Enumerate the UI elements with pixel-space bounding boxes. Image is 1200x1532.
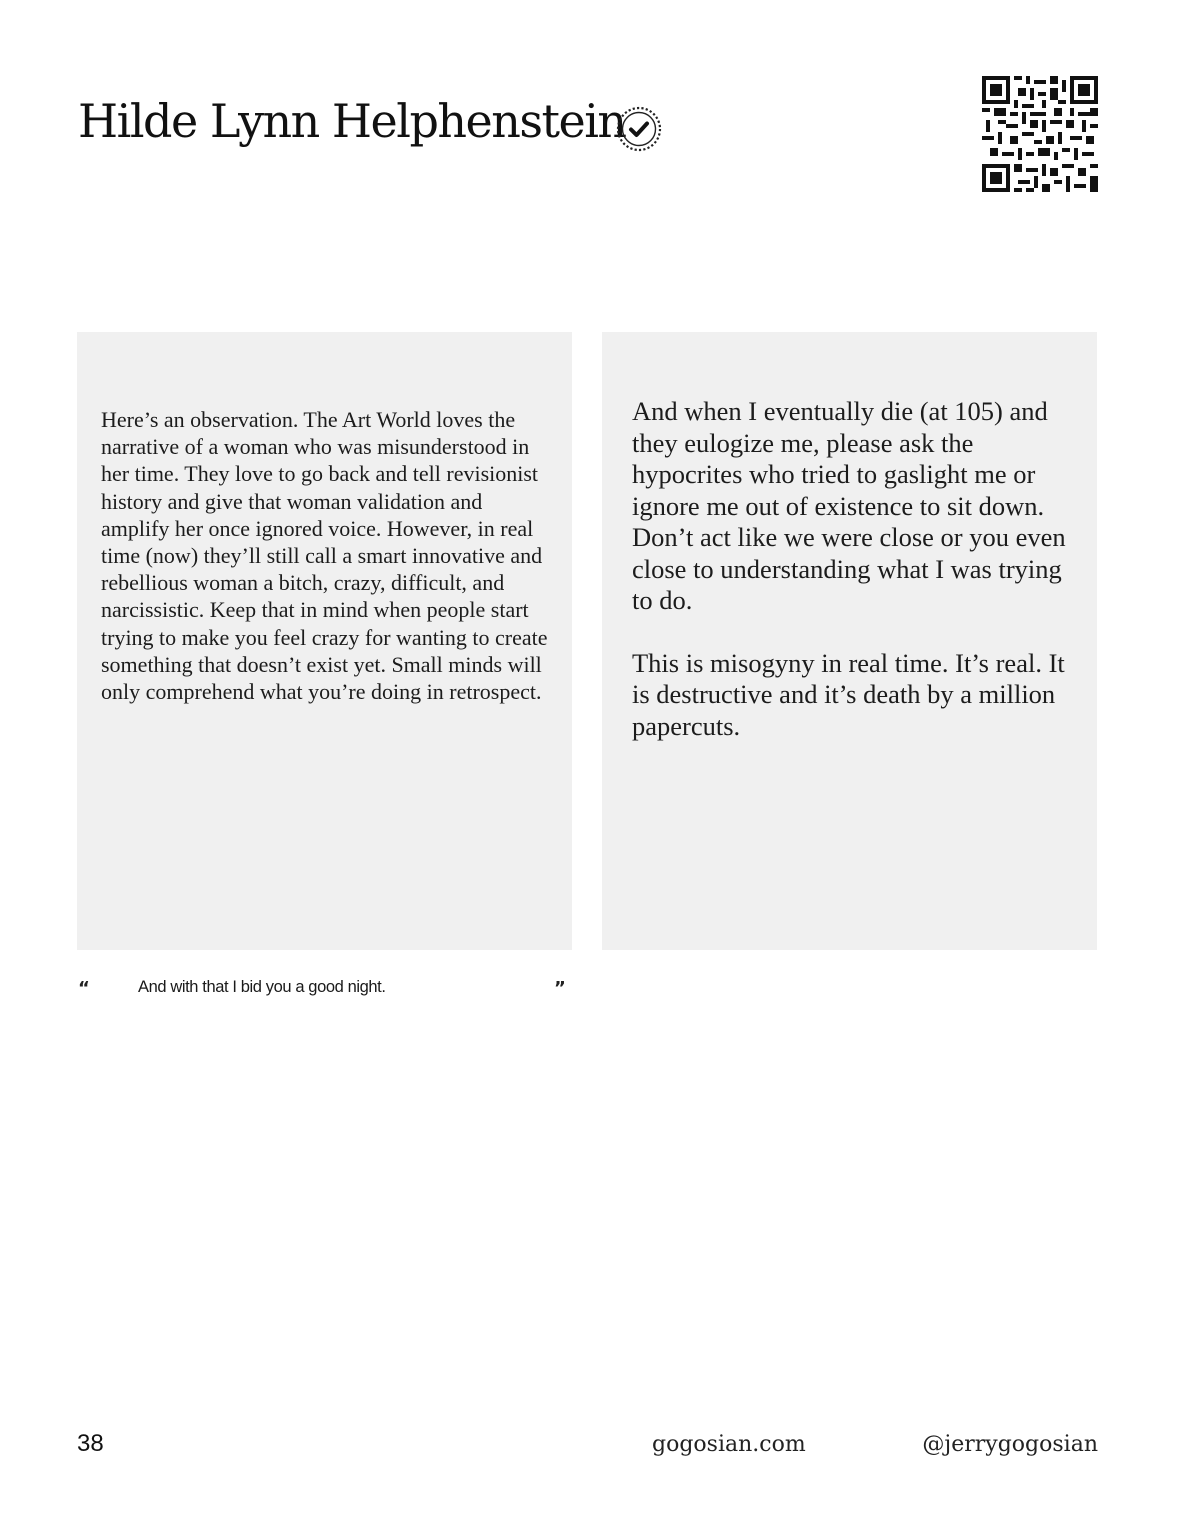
close-quote-icon: ”	[554, 978, 566, 999]
qr-code-icon[interactable]	[982, 76, 1098, 192]
right-panel-paragraph-1: And when I eventually die (at 105) and they eulogize me, please ask the hypocrites who tried to gaslight me or ignore me out of existence to sit down. Don’t act like we were close or you even close to understanding what I was trying to do.	[632, 396, 1066, 615]
open-quote-icon: “	[78, 978, 90, 999]
pull-quote: And with that I bid you a good night.	[138, 978, 386, 996]
left-text-panel	[77, 332, 572, 950]
social-handle-link[interactable]: @jerrygogosian	[922, 1432, 1098, 1457]
page-title: Hilde Lynn Helphenstein	[78, 94, 626, 148]
page-number: 38	[77, 1430, 104, 1457]
website-link[interactable]: gogosian.com	[652, 1432, 806, 1457]
verified-badge-icon	[614, 104, 664, 154]
right-text-panel	[602, 332, 1097, 950]
right-panel-paragraph-2: This is misogyny in real time. It’s real. It is destructive and it’s death by a million papercuts.	[632, 647, 1065, 741]
left-panel-text: Here’s an observation. The Art World loves the narrative of a woman who was misunderstood in her time. They love to go back and tell revisionist history and give that woman validation and amplify her once ignored voice. However, in real time (now) they’ll still call a smart innovative and rebellious woman a bitch, crazy, difficult, and narcissistic. Keep that in mind when people start trying to make you feel crazy for wanting to create something that doesn’t exist yet. Small minds will only comprehend what you’re doing in retrospect.	[101, 407, 548, 705]
